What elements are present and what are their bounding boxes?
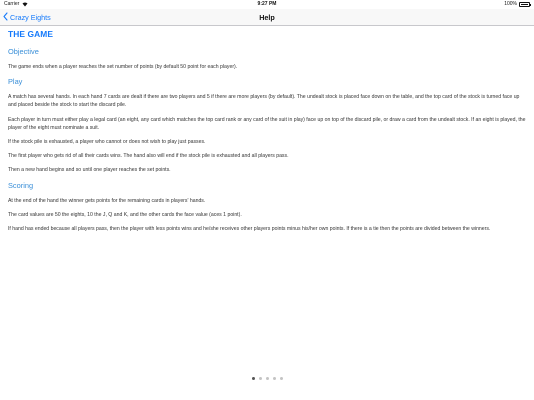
page-indicator[interactable] (0, 377, 534, 383)
page-title: THE GAME (8, 29, 54, 39)
play-paragraph-4: The first player who gets rid of all their cards wins. The hand also will end if the stock pile is exhausted and all players pass. (8, 153, 289, 160)
page-dot[interactable] (273, 377, 276, 380)
objective-paragraph-1: The game ends when a player reaches the set number of points (by default 50 point for each player). (8, 64, 238, 70)
section-heading-play: Play (8, 77, 23, 87)
status-time: 9:27 PM (257, 1, 277, 7)
section-objective (8, 47, 528, 71)
play-paragraph-3: If the stock pile is exhausted, a player who cannot or does not wish to play just passes. (8, 139, 206, 146)
carrier-label: Carrier (4, 1, 20, 7)
help-content (8, 29, 528, 239)
chevron-left-icon (3, 12, 8, 23)
status-bar (0, 0, 534, 9)
section-heading-objective: Objective (8, 47, 39, 56)
section-scoring (8, 181, 528, 234)
battery-icon (519, 2, 530, 7)
page-dot[interactable] (280, 377, 283, 380)
play-paragraph-2: Each player in turn must either play a legal card (an eight, any card which matches the top card rank or any card of the suit in play) face up on top of the discard pile, or draw a card from the undealt stock. If an eight is played, the player of the eight must nominate a suit. (8, 116, 526, 131)
navigation-bar (0, 9, 534, 26)
nav-title: Help (259, 13, 275, 22)
play-paragraph-1: A match has several hands. In each hand 7 cards are dealt if there are two players and 5 if there are more players (by default). The undealt stock is placed face down on the table, and the top card of the stock is turned face up and placed beside the stock to start the discard pile. (8, 94, 520, 109)
section-play (8, 77, 528, 174)
page-dot[interactable] (259, 377, 262, 380)
scoring-paragraph-2: The card values are 50 the eights, 10 the J, Q and K, and the other cards the face value (aces 1 point). (8, 211, 242, 218)
status-right (504, 0, 530, 9)
play-paragraph-5: Then a new hand begins and so until one player reaches the set points. (8, 167, 171, 174)
back-button[interactable] (3, 9, 51, 26)
page-dot[interactable] (266, 377, 269, 380)
page-dot[interactable] (252, 377, 255, 380)
back-button-label: Crazy Eights (10, 13, 51, 22)
scoring-paragraph-1: At the end of the hand the winner gets points for the remaining cards in players' hands. (8, 197, 206, 204)
battery-percent: 100% (504, 1, 517, 7)
section-heading-scoring: Scoring (8, 180, 34, 190)
scoring-paragraph-3: If hand has ended because all players pass, then the player with less points wins and he/she receives other players points minus his/her own points. If there is a tie then the points are divided between the winners. (8, 226, 491, 233)
